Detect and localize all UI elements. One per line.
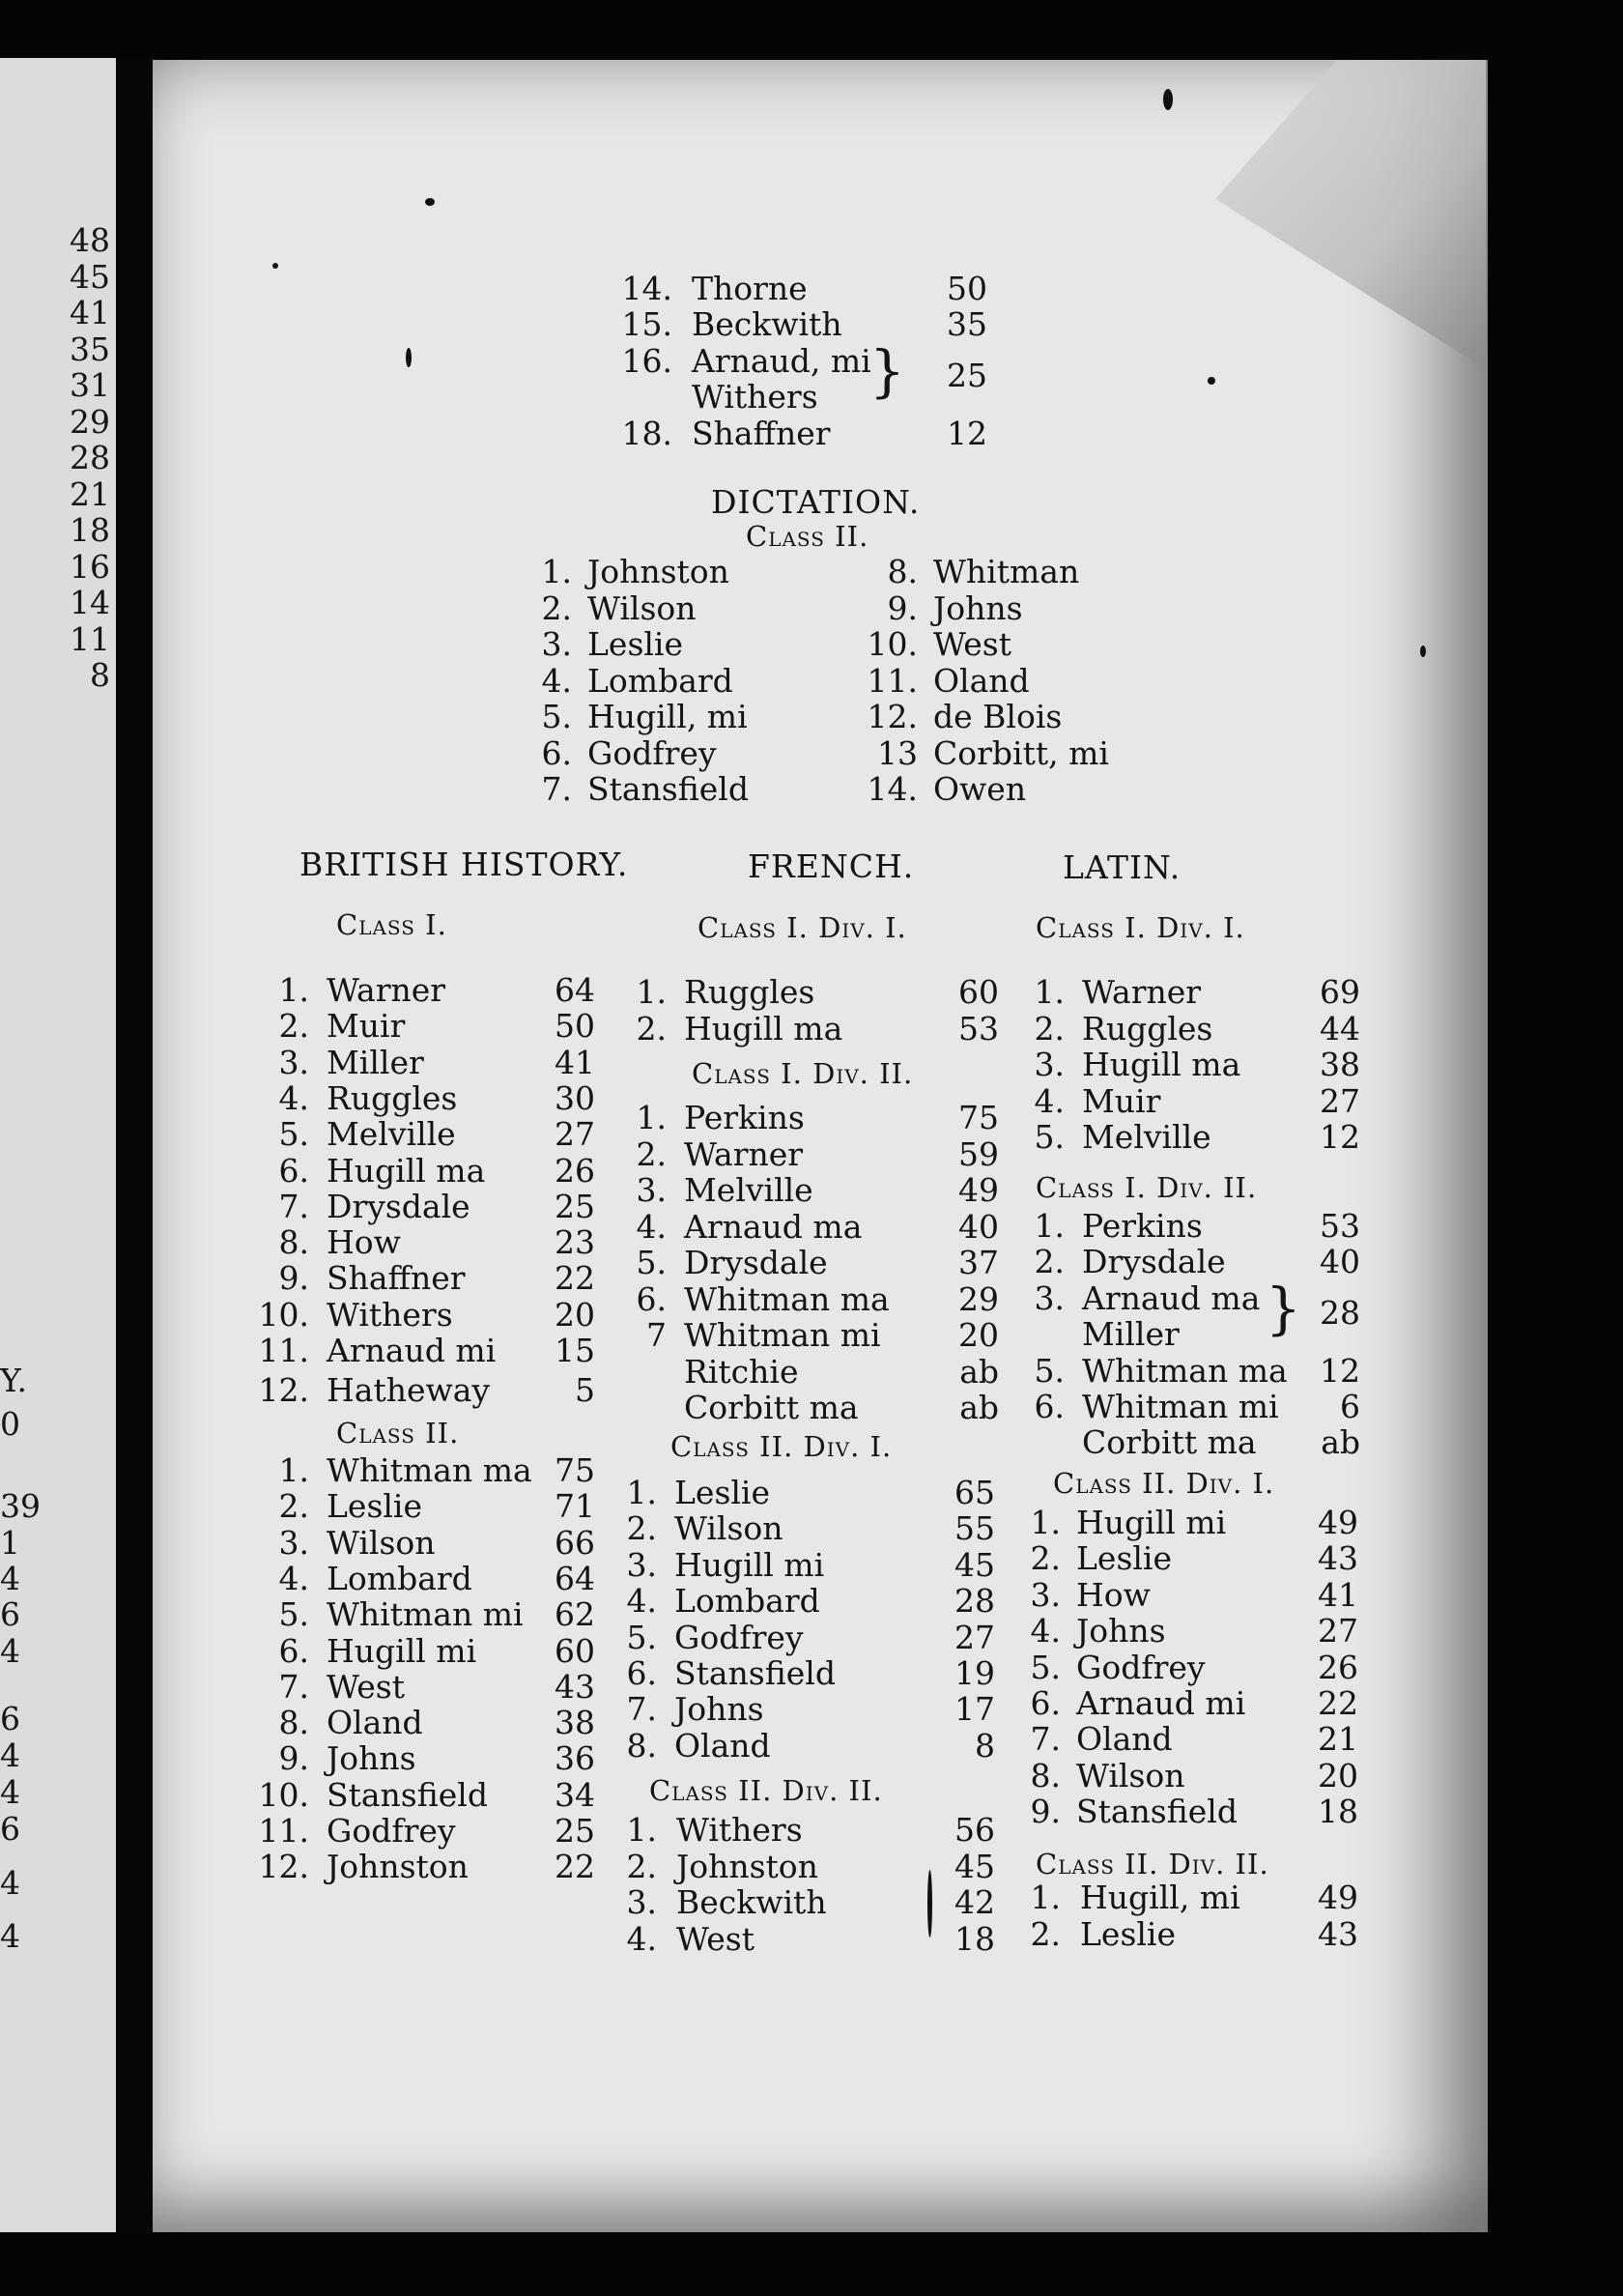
student-name: Lombard	[327, 1559, 472, 1597]
student-name: Whitman mi	[1082, 1388, 1279, 1425]
rank-number: 4.	[278, 1559, 309, 1597]
rank-number: 10.	[258, 1775, 309, 1814]
rank-number: 9.	[1030, 1793, 1061, 1831]
rank-number: 2.	[1034, 1009, 1065, 1048]
score: 69	[1320, 973, 1360, 1011]
score: ab	[1321, 1423, 1360, 1461]
score: 38	[1320, 1046, 1360, 1083]
score: 49	[1318, 1879, 1358, 1916]
rank-number: 5.	[626, 1618, 657, 1656]
rank-number: 7.	[626, 1690, 657, 1729]
student-name: Whitman mi	[327, 1595, 524, 1634]
score: 53	[958, 1009, 999, 1048]
ink-speck	[1420, 646, 1426, 657]
bracket-brace: }	[1266, 1276, 1301, 1341]
student-name: Johnston	[676, 1847, 818, 1885]
rank-number: 3.	[278, 1043, 309, 1081]
student-name: Godfrey	[1076, 1648, 1206, 1686]
rank-number: 7.	[1030, 1720, 1061, 1759]
rank-number: 9.	[278, 1259, 309, 1298]
rank-number: 6.	[278, 1151, 309, 1190]
rank-number: 1.	[541, 553, 572, 590]
rank-number: 18.	[621, 415, 672, 452]
student-name: Whitman ma	[684, 1279, 890, 1318]
rank-number: 6.	[636, 1279, 667, 1318]
rank-number: 7.	[541, 770, 572, 808]
rank-number: 8.	[278, 1223, 309, 1262]
student-name: Arnaud, mi	[692, 342, 871, 380]
rank-number: 8.	[1030, 1756, 1061, 1794]
student-name: Stansfield	[674, 1654, 836, 1692]
score: 45	[954, 1847, 995, 1885]
student-name: Hugill ma	[327, 1151, 486, 1190]
student-name: Drysdale	[1082, 1243, 1226, 1280]
student-name: Corbitt ma	[684, 1389, 859, 1426]
section-title-french: FRENCH.	[748, 847, 915, 885]
score: 6	[1340, 1388, 1360, 1425]
class-heading: Class I. Div. I.	[1036, 911, 1245, 944]
class-heading: Class II. Div. I.	[670, 1430, 893, 1463]
score: 20	[1318, 1756, 1358, 1794]
bracketed-score: 25	[947, 357, 987, 394]
left-page-number: 28	[70, 439, 110, 476]
student-name: Corbitt, mi	[933, 733, 1109, 772]
rank-number: 4.	[636, 1207, 667, 1246]
left-page-number: 18	[70, 511, 110, 549]
rank-number: 14.	[621, 270, 672, 307]
rank-number: 2.	[278, 1487, 309, 1526]
left-page-number: 8	[90, 656, 110, 694]
student-name: Melville	[684, 1171, 813, 1209]
student-name: Drysdale	[327, 1187, 470, 1225]
score: 56	[954, 1811, 995, 1849]
rank-number: 1.	[1030, 1504, 1061, 1541]
score: 75	[555, 1451, 595, 1489]
rank-number: 9.	[887, 588, 918, 627]
score: 43	[1318, 1539, 1358, 1578]
left-page-fragment-text: 4	[0, 1864, 20, 1902]
student-name: Arnaud mi	[1076, 1684, 1246, 1722]
class-heading: Class II. Div. II.	[649, 1774, 883, 1807]
left-page-fragment-text: 6	[0, 1595, 20, 1633]
student-name: Wilson	[674, 1509, 783, 1548]
student-name: How	[1076, 1575, 1151, 1614]
rank-number: 3.	[1034, 1279, 1065, 1317]
rank-number: 3.	[636, 1171, 667, 1209]
rank-number: 9.	[278, 1739, 309, 1778]
student-name: Withers	[676, 1811, 803, 1849]
student-name: Oland	[327, 1704, 423, 1742]
student-name: Oland	[933, 661, 1030, 700]
rank-number: 8.	[278, 1704, 309, 1742]
score: 53	[1320, 1207, 1360, 1245]
left-page-number: 48	[70, 221, 110, 259]
score: 12	[1320, 1118, 1360, 1156]
rank-number: 2.	[626, 1847, 657, 1885]
rank-number: 4.	[626, 1582, 657, 1621]
left-page-number: 31	[70, 366, 110, 404]
score: 64	[555, 971, 595, 1009]
score: 18	[954, 1919, 995, 1958]
rank-number: 2.	[541, 588, 572, 627]
class-heading: Class II.	[336, 1417, 460, 1449]
ink-speck	[406, 348, 412, 367]
score: 40	[958, 1207, 999, 1246]
student-name: Perkins	[684, 1099, 805, 1136]
student-name: Muir	[1082, 1081, 1161, 1120]
score: 26	[1318, 1648, 1358, 1686]
student-name: Hugill, mi	[587, 698, 748, 735]
section-title-latin: LATIN.	[1063, 848, 1182, 886]
student-name: Oland	[674, 1726, 771, 1765]
rank-number: 1.	[626, 1474, 657, 1511]
class-heading: Class I. Div. II.	[692, 1057, 914, 1090]
student-name: Melville	[327, 1115, 456, 1154]
student-name: Warner	[1082, 973, 1202, 1011]
left-page-fragment-text: 4	[0, 1773, 20, 1811]
score: 12	[947, 415, 987, 452]
rank-number: 13	[877, 733, 918, 772]
student-name: Warner	[327, 971, 446, 1009]
rank-number: 10.	[258, 1295, 309, 1334]
rank-number: 6.	[626, 1654, 657, 1692]
score: 43	[555, 1667, 595, 1706]
left-page-number: 21	[70, 474, 110, 513]
student-name: Leslie	[1080, 1914, 1177, 1953]
score: 12	[1320, 1352, 1360, 1390]
score: 35	[947, 305, 987, 343]
student-name: Miller	[327, 1043, 424, 1081]
student-name: Hugill ma	[684, 1009, 843, 1048]
score: ab	[959, 1389, 999, 1426]
rank-number: 1.	[278, 1451, 309, 1489]
rank-number: 6.	[278, 1631, 309, 1670]
class-heading: Class II. Div. I.	[1053, 1467, 1275, 1500]
student-name: de Blois	[933, 698, 1063, 735]
rank-number: 5.	[636, 1244, 667, 1281]
rank-number: 1.	[636, 973, 667, 1011]
score: 45	[954, 1545, 995, 1584]
student-name: Hugill mi	[327, 1631, 477, 1670]
student-name: Johns	[674, 1690, 764, 1729]
student-name: Drysdale	[684, 1244, 828, 1281]
student-name: Oland	[1076, 1720, 1173, 1759]
left-page-number: 45	[70, 257, 110, 296]
student-name: Arnaud ma	[684, 1207, 863, 1246]
score: 20	[555, 1295, 595, 1334]
rank-number: 3.	[626, 1883, 657, 1921]
rank-number: 2.	[1030, 1539, 1061, 1578]
student-name: Stansfield	[1076, 1793, 1238, 1831]
score: 40	[1320, 1243, 1360, 1280]
rank-number: 5.	[1030, 1648, 1061, 1686]
student-name: Miller	[1082, 1315, 1180, 1353]
score: 19	[954, 1654, 995, 1692]
left-page-fragment-text: 4	[0, 1917, 20, 1955]
student-name: Whitman mi	[684, 1316, 881, 1354]
rank-number: 4.	[1034, 1081, 1065, 1120]
student-name: Ritchie	[684, 1352, 799, 1391]
class-heading: Class I.	[336, 908, 447, 941]
score: 62	[555, 1595, 595, 1634]
student-name: Muir	[327, 1007, 406, 1046]
rank-number: 5.	[278, 1115, 309, 1154]
student-name: Thorne	[692, 270, 808, 307]
left-page-number: 35	[70, 330, 110, 368]
student-name: Corbitt ma	[1082, 1423, 1257, 1461]
score: 22	[555, 1848, 595, 1886]
score: 38	[555, 1704, 595, 1742]
student-name: How	[327, 1223, 401, 1262]
left-page-fragment-text: 4	[0, 1632, 20, 1670]
student-name: Stansfield	[587, 770, 749, 808]
score: 26	[555, 1151, 595, 1190]
left-page-fragment-text: 4	[0, 1560, 20, 1597]
student-name: Hatheway	[327, 1371, 491, 1409]
score: 60	[958, 973, 999, 1011]
score: 27	[1320, 1081, 1360, 1120]
student-name: Johnston	[587, 553, 729, 590]
rank-number: 1.	[1034, 973, 1065, 1011]
rank-number: 8.	[626, 1726, 657, 1765]
student-name: Perkins	[1082, 1207, 1203, 1245]
rank-number: 5.	[278, 1595, 309, 1634]
bracket-brace: }	[869, 338, 905, 404]
rank-number: 1.	[636, 1099, 667, 1136]
score: 64	[555, 1559, 595, 1597]
score: ab	[959, 1352, 999, 1391]
rank-number: 3.	[278, 1523, 309, 1562]
score: 49	[1318, 1504, 1358, 1541]
student-name: Hugill mi	[674, 1545, 825, 1584]
class-heading: Class II. Div. II.	[1036, 1848, 1269, 1880]
left-page-number: 16	[70, 547, 110, 586]
score: 44	[1320, 1009, 1360, 1048]
student-name: Wilson	[1076, 1756, 1185, 1794]
score: 37	[958, 1244, 999, 1281]
left-page-number: 14	[70, 584, 110, 621]
score: 27	[954, 1618, 995, 1656]
rank-number: 2.	[636, 1134, 667, 1173]
student-name: Godfrey	[674, 1618, 804, 1656]
rank-number: 11.	[258, 1812, 309, 1850]
ink-speck	[927, 1870, 932, 1937]
student-name: Wilson	[327, 1523, 436, 1562]
rank-number: 1.	[1034, 1207, 1065, 1245]
score: 8	[975, 1726, 995, 1765]
ink-speck	[272, 263, 278, 269]
student-name: Godfrey	[587, 733, 717, 772]
rank-number: 6.	[1034, 1388, 1065, 1425]
student-name: Lombard	[674, 1582, 820, 1621]
section-title-dictation: DICTATION.	[711, 483, 921, 521]
score: 71	[555, 1487, 595, 1526]
score: 25	[555, 1187, 595, 1225]
student-name: Whitman ma	[327, 1451, 532, 1489]
score: 17	[954, 1690, 995, 1729]
student-name: Hugill ma	[1082, 1046, 1241, 1083]
student-name: West	[933, 625, 1011, 663]
rank-number: 5.	[1034, 1118, 1065, 1156]
score: 5	[575, 1371, 595, 1409]
rank-number: 7.	[278, 1667, 309, 1706]
rank-number: 4.	[626, 1919, 657, 1958]
score: 55	[954, 1509, 995, 1548]
rank-number: 12.	[258, 1848, 309, 1886]
left-page-fragment-text: 6	[0, 1700, 20, 1737]
left-page-fragment-text: 39	[0, 1487, 41, 1525]
score: 50	[555, 1007, 595, 1046]
rank-number: 6.	[1030, 1684, 1061, 1722]
left-page-fragment-text: 0	[0, 1405, 20, 1443]
score: 66	[555, 1523, 595, 1562]
score: 28	[954, 1582, 995, 1621]
score: 20	[958, 1316, 999, 1354]
rank-number: 15.	[621, 305, 672, 343]
ink-speck	[425, 198, 435, 206]
student-name: Melville	[1082, 1118, 1211, 1156]
rank-number: 7	[646, 1316, 667, 1354]
rank-number: 11.	[258, 1332, 309, 1369]
rank-number: 14.	[867, 770, 918, 808]
student-name: West	[327, 1667, 405, 1706]
student-name: West	[676, 1919, 755, 1958]
left-page-number: 11	[70, 619, 110, 658]
score: 36	[555, 1739, 595, 1778]
rank-number: 12.	[867, 698, 918, 735]
rank-number: 2.	[626, 1509, 657, 1548]
rank-number: 3.	[1030, 1575, 1061, 1614]
student-name: Lombard	[587, 661, 733, 700]
rank-number: 5.	[541, 698, 572, 735]
student-name: Beckwith	[676, 1883, 827, 1921]
score: 41	[555, 1043, 595, 1081]
left-page-fragment-text: Y.	[0, 1362, 28, 1399]
score: 15	[555, 1332, 595, 1369]
student-name: Johns	[327, 1739, 416, 1778]
score: 21	[1318, 1720, 1358, 1759]
left-page-number: 41	[70, 294, 110, 331]
score: 50	[947, 270, 987, 307]
score: 23	[555, 1223, 595, 1262]
left-page-fragment	[0, 58, 135, 2232]
student-name: Leslie	[674, 1474, 771, 1511]
student-name: Hugill mi	[1076, 1504, 1227, 1541]
score: 34	[555, 1775, 595, 1814]
score: 30	[555, 1078, 595, 1117]
student-name: Leslie	[327, 1487, 423, 1526]
rank-number: 7.	[278, 1187, 309, 1225]
ink-speck	[1163, 89, 1173, 110]
student-name: Hugill, mi	[1080, 1879, 1240, 1916]
ink-speck	[1208, 377, 1215, 385]
score: 42	[954, 1883, 995, 1921]
left-page-fragment-text: 1	[0, 1524, 20, 1562]
student-name: Shaffner	[327, 1259, 466, 1298]
class-heading: Class I. Div. II.	[1036, 1171, 1258, 1204]
section-title-british-history: BRITISH HISTORY.	[299, 846, 629, 883]
rank-number: 3.	[541, 625, 572, 663]
class-heading: Class II.	[746, 520, 869, 553]
left-page-fragment-text: 4	[0, 1736, 20, 1774]
rank-number: 16.	[621, 342, 672, 380]
score: 22	[1318, 1684, 1358, 1722]
score: 75	[958, 1099, 999, 1136]
student-name: Owen	[933, 770, 1027, 808]
student-name: Godfrey	[327, 1812, 456, 1850]
student-name: Johnston	[327, 1848, 469, 1886]
score: 49	[958, 1171, 999, 1209]
class-heading: Class I. Div. I.	[698, 911, 907, 944]
rank-number: 1.	[278, 971, 309, 1009]
student-name: Beckwith	[692, 305, 842, 343]
rank-number: 2.	[278, 1007, 309, 1046]
rank-number: 6.	[541, 733, 572, 772]
rank-number: 2.	[1030, 1914, 1061, 1953]
rank-number: 2.	[636, 1009, 667, 1048]
rank-number: 1.	[626, 1811, 657, 1849]
score: 60	[555, 1631, 595, 1670]
score: 65	[954, 1474, 995, 1511]
score: 43	[1318, 1914, 1358, 1953]
rank-number: 12.	[258, 1371, 309, 1409]
score: 22	[555, 1259, 595, 1298]
page-gutter	[116, 58, 155, 2232]
bracketed-score: 28	[1320, 1294, 1360, 1332]
student-name: Whitman ma	[1082, 1352, 1288, 1390]
left-page-number: 29	[70, 402, 110, 441]
score: 25	[555, 1812, 595, 1850]
student-name: Wilson	[587, 588, 697, 627]
score: 27	[555, 1115, 595, 1154]
student-name: Leslie	[1076, 1539, 1173, 1578]
student-name: Withers	[692, 378, 818, 416]
rank-number: 5.	[1034, 1352, 1065, 1390]
student-name: Shaffner	[692, 415, 831, 452]
student-name: Arnaud ma	[1082, 1279, 1261, 1317]
rank-number: 4.	[1030, 1612, 1061, 1650]
student-name: Ruggles	[327, 1078, 458, 1117]
score: 59	[958, 1134, 999, 1173]
score: 41	[1318, 1575, 1358, 1614]
rank-number: 2.	[1034, 1243, 1065, 1280]
rank-number: 11.	[867, 661, 918, 700]
rank-number: 8.	[887, 553, 918, 590]
student-name: Ruggles	[1082, 1009, 1213, 1048]
student-name: Whitman	[933, 553, 1080, 590]
rank-number: 3.	[626, 1545, 657, 1584]
student-name: Johns	[1076, 1612, 1166, 1650]
rank-number: 1.	[1030, 1879, 1061, 1916]
rank-number: 3.	[1034, 1046, 1065, 1083]
score: 18	[1318, 1793, 1358, 1831]
student-name: Leslie	[587, 625, 684, 663]
student-name: Stansfield	[327, 1775, 488, 1814]
student-name: Ruggles	[684, 973, 815, 1011]
student-name: Johns	[933, 588, 1023, 627]
left-page-fragment-text: 6	[0, 1810, 20, 1848]
rank-number: 4.	[278, 1078, 309, 1117]
score: 27	[1318, 1612, 1358, 1650]
rank-number: 4.	[541, 661, 572, 700]
student-name: Withers	[327, 1295, 453, 1334]
student-name: Warner	[684, 1134, 804, 1173]
score: 29	[958, 1279, 999, 1318]
student-name: Arnaud mi	[327, 1332, 497, 1369]
rank-number: 10.	[867, 625, 918, 663]
